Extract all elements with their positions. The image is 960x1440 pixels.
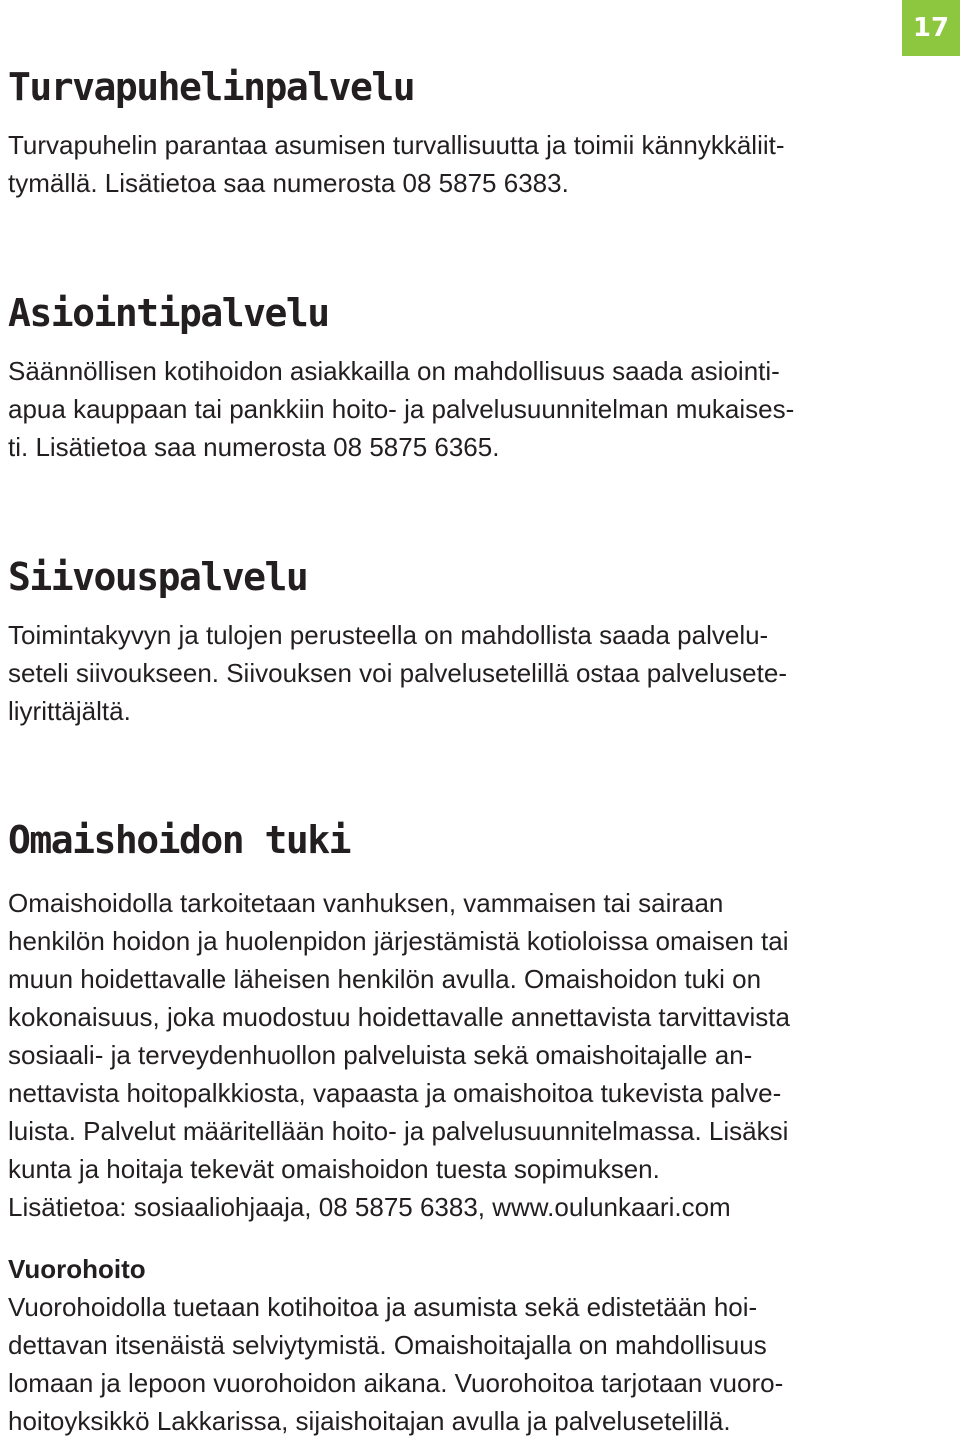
paragraph-line: Lisätietoa: sosiaaliohjaaja, 08 5875 6383, www.oulunkaari.com [8, 1192, 731, 1222]
paragraph-line: luista. Palvelut määritellään hoito- ja palvelusuunnitelmassa. Lisäksi [8, 1116, 789, 1146]
paragraph-line: tymällä. Lisätietoa saa numerosta 08 5875 6383. [8, 168, 569, 198]
section-paragraph [8, 126, 952, 202]
section-paragraph [8, 1288, 952, 1440]
section-heading: Turvapuhelinpalvelu [8, 65, 415, 109]
paragraph-line: nettavista hoitopalkkiosta, vapaasta ja omaishoitoa tukevista palve- [8, 1078, 782, 1108]
section-omaishoidon-tuki [8, 817, 952, 1226]
paragraph-line: hoitoyksikkö Lakkarissa, sijaishoitajan avulla ja palvelusetelillä. [8, 1406, 731, 1436]
section-heading: Asiointipalvelu [8, 291, 329, 335]
section-paragraph [8, 352, 952, 466]
paragraph-line: dettavan itsenäistä selviytymistä. Omaishoitajalla on mahdollisuus [8, 1330, 767, 1360]
paragraph-line: Vuorohoidolla tuetaan kotihoitoa ja asumista sekä edistetään hoi- [8, 1292, 758, 1322]
section-vuorohoito [8, 1250, 952, 1440]
paragraph-line: Turvapuhelin parantaa asumisen turvallisuutta ja toimii kännykkäliit- [8, 130, 785, 160]
section-heading: Omaishoidon tuki [8, 818, 351, 862]
paragraph-line: kokonaisuus, joka muodostuu hoidettavalle annettavista tarvittavista [8, 1002, 790, 1032]
paragraph-line: Toimintakyvyn ja tulojen perusteella on mahdollista saada palvelu- [8, 620, 769, 650]
section-siivouspalvelu [8, 554, 952, 730]
paragraph-line: sosiaali- ja terveydenhuollon palveluista sekä omaishoitajalle an- [8, 1040, 753, 1070]
paragraph-line: liyrittäjältä. [8, 696, 131, 726]
paragraph-line: lomaan ja lepoon vuorohoidon aikana. Vuorohoitoa tarjotaan vuoro- [8, 1368, 784, 1398]
section-paragraph [8, 616, 952, 730]
paragraph-line: ti. Lisätietoa saa numerosta 08 5875 6365. [8, 432, 500, 462]
paragraph-line: Säännöllisen kotihoidon asiakkailla on mahdollisuus saada asiointi- [8, 356, 780, 386]
section-paragraph [8, 884, 952, 1226]
page-number: 17 [902, 0, 960, 56]
section-turvapuhelinpalvelu [8, 64, 952, 202]
paragraph-line: seteli siivoukseen. Siivouksen voi palvelusetelillä ostaa palvelusete- [8, 658, 787, 688]
paragraph-line: muun hoidettavalle läheisen henkilön avulla. Omaishoidon tuki on [8, 964, 762, 994]
paragraph-line: Omaishoidolla tarkoitetaan vanhuksen, vammaisen tai sairaan [8, 888, 724, 918]
section-subheading: Vuorohoito [8, 1254, 146, 1284]
section-asiointipalvelu [8, 290, 952, 466]
paragraph-line: henkilön hoidon ja huolenpidon järjestämistä kotioloissa omaisen tai [8, 926, 789, 956]
paragraph-line: kunta ja hoitaja tekevät omaishoidon tuesta sopimuksen. [8, 1154, 660, 1184]
paragraph-line: apua kauppaan tai pankkiin hoito- ja palvelusuunnitelman mukaises- [8, 394, 795, 424]
section-heading: Siivouspalvelu [8, 555, 308, 599]
